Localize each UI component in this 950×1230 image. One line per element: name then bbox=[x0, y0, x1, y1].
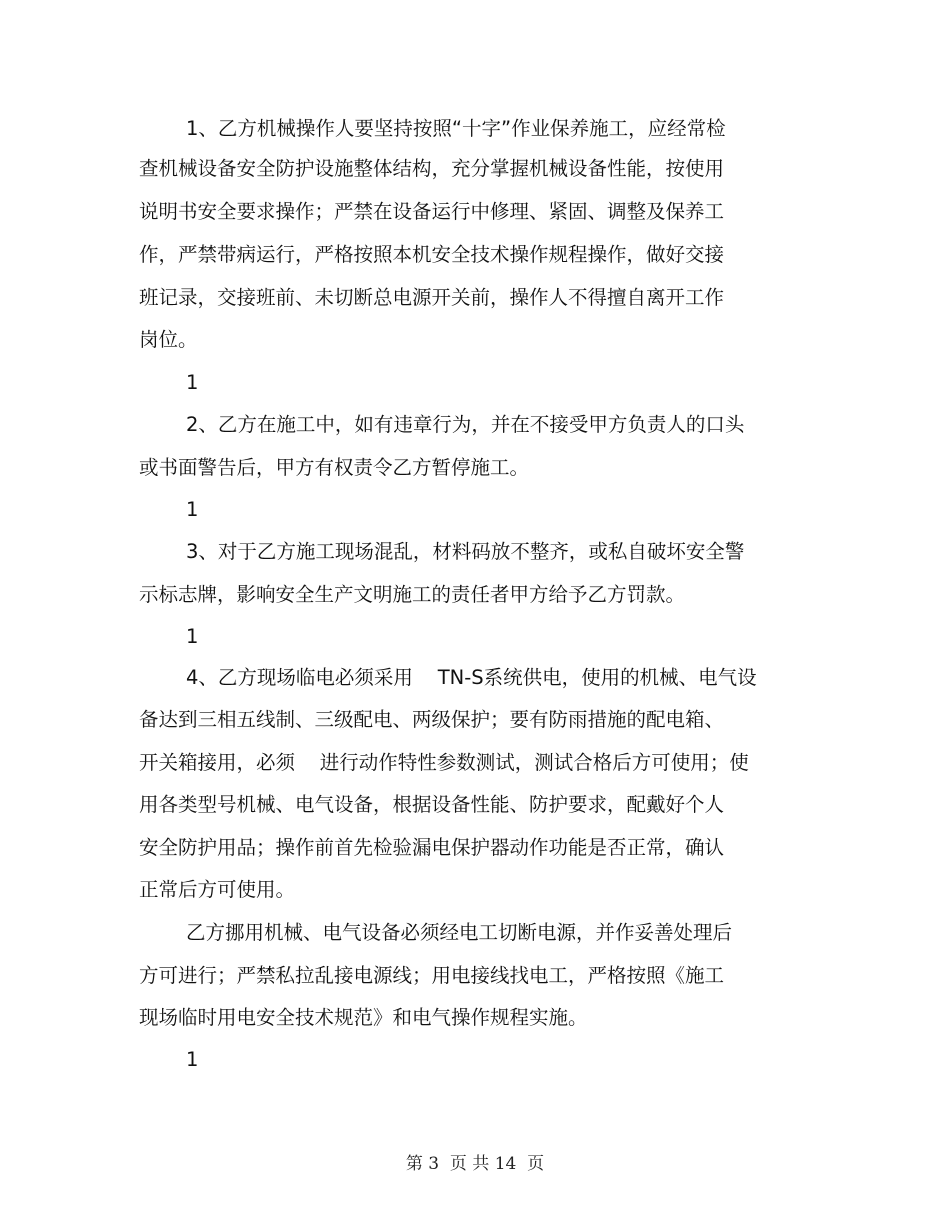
paragraph-5-line-2: 方可进行；严禁私拉乱接电源线；用电接线找电工，严格按照《施工 bbox=[139, 964, 725, 987]
marker-3: 1 bbox=[186, 625, 199, 648]
paragraph-1-line-6: 岗位。 bbox=[139, 328, 198, 351]
paragraph-4-line-1: 4、乙方现场临电必须采用 TN-S系统供电，使用的机械、电气设 bbox=[186, 666, 757, 689]
paragraph-4-line-2: 备达到三相五线制、三级配电、两级保护；要有防雨措施的配电箱、 bbox=[139, 708, 725, 731]
paragraph-1-line-1: 1、乙方机械操作人要坚持按照“十字”作业保养施工，应经常检 bbox=[186, 117, 726, 140]
paragraph-2-line-1: 2、乙方在施工中，如有违章行为，并在不接受甲方负责人的口头 bbox=[186, 413, 745, 436]
paragraph-3-line-1: 3、对于乙方施工现场混乱，材料码放不整齐，或私自破坏安全警 bbox=[186, 540, 745, 563]
paragraph-1-line-5: 班记录，交接班前、未切断总电源开关前，操作人不得擅自离开工作 bbox=[139, 286, 725, 309]
marker-1: 1 bbox=[186, 371, 199, 394]
paragraph-1-line-4: 作，严禁带病运行，严格按照本机安全技术操作规程操作，做好交接 bbox=[139, 243, 725, 266]
paragraph-4-line-6: 正常后方可使用。 bbox=[139, 878, 296, 901]
paragraph-2-line-2: 或书面警告后，甲方有权责令乙方暂停施工。 bbox=[139, 456, 530, 479]
paragraph-1-line-2: 查机械设备安全防护设施整体结构，充分掌握机械设备性能，按使用 bbox=[139, 157, 725, 180]
paragraph-4-line-5: 安全防护用品；操作前首先检验漏电保护器动作功能是否正常，确认 bbox=[139, 836, 725, 859]
paragraph-3-line-2: 示标志牌，影响安全生产文明施工的责任者甲方给予乙方罚款。 bbox=[139, 583, 686, 606]
paragraph-5-line-3: 现场临时用电安全技术规范》和电气操作规程实施。 bbox=[139, 1006, 588, 1029]
paragraph-4-line-3: 开关箱接用，必须 进行动作特性参数测试，测试合格后方可使用；使 bbox=[139, 751, 749, 774]
marker-2: 1 bbox=[186, 498, 199, 521]
paragraph-5-line-1: 乙方挪用机械、电气设备必须经电工切断电源，并作妥善处理后 bbox=[186, 921, 733, 944]
page-number-footer: 第 3 页 共 14 页 bbox=[405, 1154, 545, 1174]
marker-4: 1 bbox=[186, 1048, 199, 1071]
paragraph-1-line-3: 说明书安全要求操作；严禁在设备运行中修理、紧固、调整及保养工 bbox=[139, 200, 725, 223]
paragraph-4-line-4: 用各类型号机械、电气设备，根据设备性能、防护要求，配戴好个人 bbox=[139, 793, 725, 816]
